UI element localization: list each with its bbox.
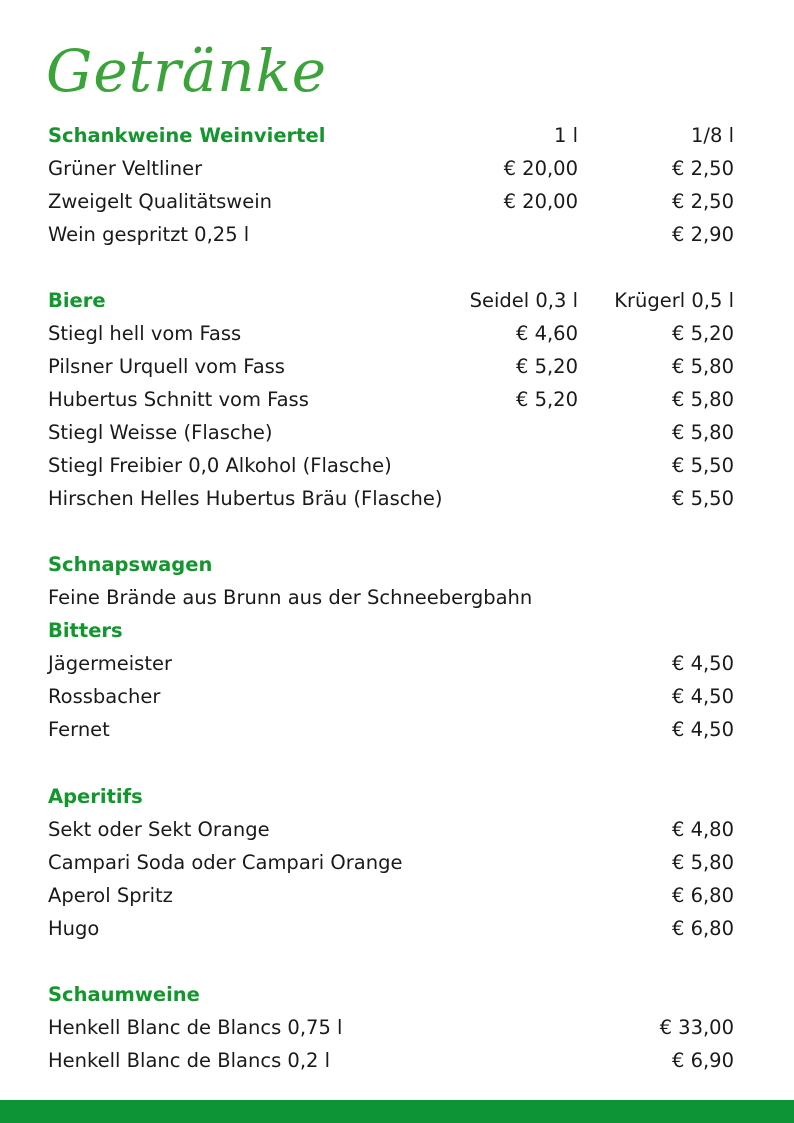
column-header-1: Seidel 0,3 l <box>469 289 578 312</box>
item-price-1: € 5,20 <box>515 388 578 411</box>
section-header-aperitifs <box>48 780 734 813</box>
item-name: Pilsner Urquell vom Fass <box>48 355 285 378</box>
item-price-2: € 2,50 <box>671 190 734 213</box>
menu-item <box>48 152 734 185</box>
column-header-1: 1 l <box>553 124 578 147</box>
item-price-2: € 5,50 <box>671 454 734 477</box>
item-price-2: € 5,80 <box>671 421 734 444</box>
menu-item <box>48 1044 734 1077</box>
item-name: Aperol Spritz <box>48 884 173 907</box>
menu-item <box>48 647 734 680</box>
item-price-2: € 4,80 <box>671 818 734 841</box>
page-title: Getränke <box>46 37 328 105</box>
item-name: Henkell Blanc de Blancs 0,2 l <box>48 1049 331 1072</box>
menu-item <box>48 912 734 945</box>
item-price-1: € 4,60 <box>515 322 578 345</box>
column-header-2: 1/8 l <box>691 124 734 147</box>
section-heading: Schankweine Weinviertel <box>48 124 326 147</box>
item-name: Sekt oder Sekt Orange <box>48 818 270 841</box>
section-heading: Schaumweine <box>48 983 200 1006</box>
item-name: Campari Soda oder Campari Orange <box>48 851 403 874</box>
item-price-2: € 33,00 <box>659 1016 734 1039</box>
item-price-2: € 6,80 <box>671 917 734 940</box>
item-name: Fernet <box>48 718 110 741</box>
item-price-2: € 2,50 <box>671 157 734 180</box>
section-header-schnapswagen <box>48 548 734 581</box>
item-name: Hubertus Schnitt vom Fass <box>48 388 309 411</box>
item-price-2: € 4,50 <box>671 718 734 741</box>
item-price-2: € 5,50 <box>671 487 734 510</box>
item-price-2: € 4,50 <box>671 685 734 708</box>
footer-bar <box>0 1100 794 1123</box>
item-price-2: € 5,20 <box>671 322 734 345</box>
item-name: Stiegl hell vom Fass <box>48 322 242 345</box>
item-price-1: € 5,20 <box>515 355 578 378</box>
section-heading: Aperitifs <box>48 785 143 808</box>
item-price-1: € 20,00 <box>503 190 578 213</box>
menu-item <box>48 449 734 482</box>
section-header-bitters <box>48 614 734 647</box>
menu-item <box>48 383 734 416</box>
item-name: Zweigelt Qualitätswein <box>48 190 272 213</box>
item-price-2: € 6,80 <box>671 884 734 907</box>
menu-item <box>48 482 734 515</box>
section-heading: Biere <box>48 289 106 312</box>
item-price-2: € 5,80 <box>671 388 734 411</box>
item-price-2: € 4,50 <box>671 652 734 675</box>
menu-item <box>48 879 734 912</box>
section-header-schankweine <box>48 119 734 152</box>
menu-item <box>48 813 734 846</box>
section-heading: Schnapswagen <box>48 553 213 576</box>
item-price-2: € 2,90 <box>671 223 734 246</box>
menu-item <box>48 416 734 449</box>
menu-item <box>48 317 734 350</box>
menu-item <box>48 218 734 251</box>
item-name: Stiegl Weisse (Flasche) <box>48 421 273 444</box>
section-header-biere <box>48 284 734 317</box>
column-header-2: Krügerl 0,5 l <box>614 289 734 312</box>
item-price-2: € 5,80 <box>671 851 734 874</box>
menu-item <box>48 846 734 879</box>
menu-item <box>48 680 734 713</box>
menu-item <box>48 185 734 218</box>
item-name: Rossbacher <box>48 685 161 708</box>
item-name: Hirschen Helles Hubertus Bräu (Flasche) <box>48 487 443 510</box>
item-name: Stiegl Freibier 0,0 Alkohol (Flasche) <box>48 454 392 477</box>
menu-item <box>48 713 734 746</box>
section-description <box>48 581 734 614</box>
item-name: Wein gespritzt 0,25 l <box>48 223 250 246</box>
item-name: Jägermeister <box>48 652 172 675</box>
section-heading: Bitters <box>48 619 123 642</box>
item-name: Hugo <box>48 917 100 940</box>
menu-item <box>48 1011 734 1044</box>
description-text: Feine Brände aus Brunn aus der Schneebergbahn <box>48 586 533 609</box>
item-price-1: € 20,00 <box>503 157 578 180</box>
menu-item <box>48 350 734 383</box>
item-name: Henkell Blanc de Blancs 0,75 l <box>48 1016 343 1039</box>
item-name: Grüner Veltliner <box>48 157 203 180</box>
item-price-2: € 6,90 <box>671 1049 734 1072</box>
item-price-2: € 5,80 <box>671 355 734 378</box>
section-header-schaumweine <box>48 978 734 1011</box>
